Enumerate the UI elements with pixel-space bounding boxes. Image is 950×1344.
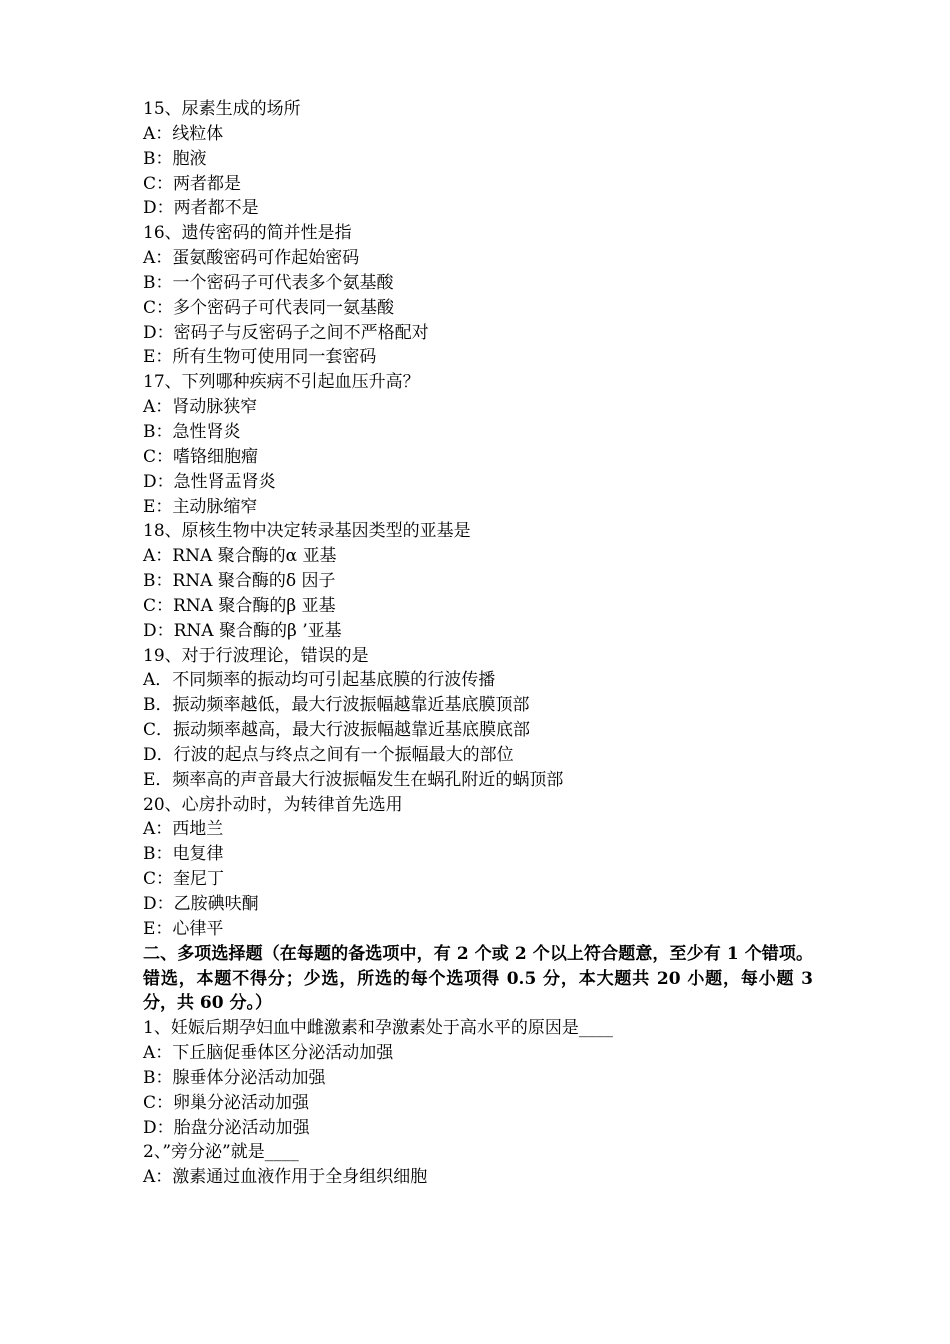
document-body [143,97,813,1190]
multiple-choice-questions [143,1016,813,1190]
question-text: 15、尿素生成的场所 [143,99,301,119]
question-text: 20、心房扑动时，为转律首先选用 [143,794,403,815]
answer-option: C：多个密码子可代表同一氨基酸 [143,297,395,318]
answer-option: A：下丘脑促垂体区分泌活动加强 [143,1043,394,1064]
answer-option: E：所有生物可使用同一套密码 [143,347,377,368]
answer-option: A：激素通过血液作用于全身组织细胞 [143,1167,428,1188]
answer-option: E．频率高的声音最大行波振幅发生在蜗孔附近的蜗顶部 [143,769,564,790]
question-text: 17、下列哪种疾病不引起血压升高？ [143,372,420,393]
question-text: 16、遗传密码的简并性是指 [143,223,352,244]
answer-option: E：主动脉缩窄 [143,496,258,517]
answer-option: C：奎尼丁 [143,869,225,890]
answer-option: B．振动频率越低，最大行波振幅越靠近基底膜顶部 [143,695,530,716]
answer-option: D：乙胺碘呋酮 [143,894,259,914]
question-text: 18、原核生物中决定转录基因类型的亚基是 [143,521,471,542]
answer-option: C．振动频率越高，最大行波振幅越靠近基底膜底部 [143,720,531,741]
answer-option: B：RNA 聚合酶的δ 因子 [143,571,336,592]
answer-option: B：急性肾炎 [143,421,241,442]
answer-option: C：RNA 聚合酶的β 亚基 [143,595,336,616]
answer-option: A：肾动脉狭窄 [143,397,258,418]
answer-option: A：蛋氨酸密码可作起始密码 [143,248,360,269]
answer-option: D：急性肾盂肾炎 [143,471,276,492]
answer-option: B：腺垂体分泌活动加强 [143,1067,326,1088]
answer-option: D：密码子与反密码子之间不严格配对 [143,322,429,343]
answer-option: C：卵巢分泌活动加强 [143,1092,310,1113]
answer-option: D：RNA 聚合酶的β ’亚基 [143,620,342,641]
answer-option: C：嗜铬细胞瘤 [143,446,259,467]
answer-option: A：RNA 聚合酶的α 亚基 [143,546,337,567]
answer-option: D．行波的起点与终点之间有一个振幅最大的部位 [143,744,514,765]
answer-option: E：心律平 [143,918,224,939]
answer-option: A：线粒体 [143,123,224,144]
answer-option: D：胎盘分泌活动加强 [143,1117,310,1138]
question-text: 19、对于行波理论，错误的是 [143,645,369,666]
answer-option: A．不同频率的振动均可引起基底膜的行波传播 [143,670,496,691]
answer-option: C：两者都是 [143,173,242,194]
question-text: 1、妊娠后期孕妇血中雌激素和孕激素处于高水平的原因是____ [143,1018,613,1039]
section-heading: 二、多项选择题（在每题的备选项中，有 2 个或 2 个以上符合题意，至少有 1 个错项。错选，本题不得分；少选，所选的每个选项得 0.5 分，本大题共 20 小题，每小题 3 分，共 60 分。） [143,943,813,1014]
answer-option: D：两者都不是 [143,198,259,219]
answer-option: B：一个密码子可代表多个氨基酸 [143,272,394,293]
answer-option: B：胞液 [143,148,207,169]
question-text: 2、”旁分泌”就是____ [143,1142,299,1163]
single-choice-questions [143,97,813,942]
answer-option: B：电复律 [143,844,224,865]
answer-option: A：西地兰 [143,819,224,840]
